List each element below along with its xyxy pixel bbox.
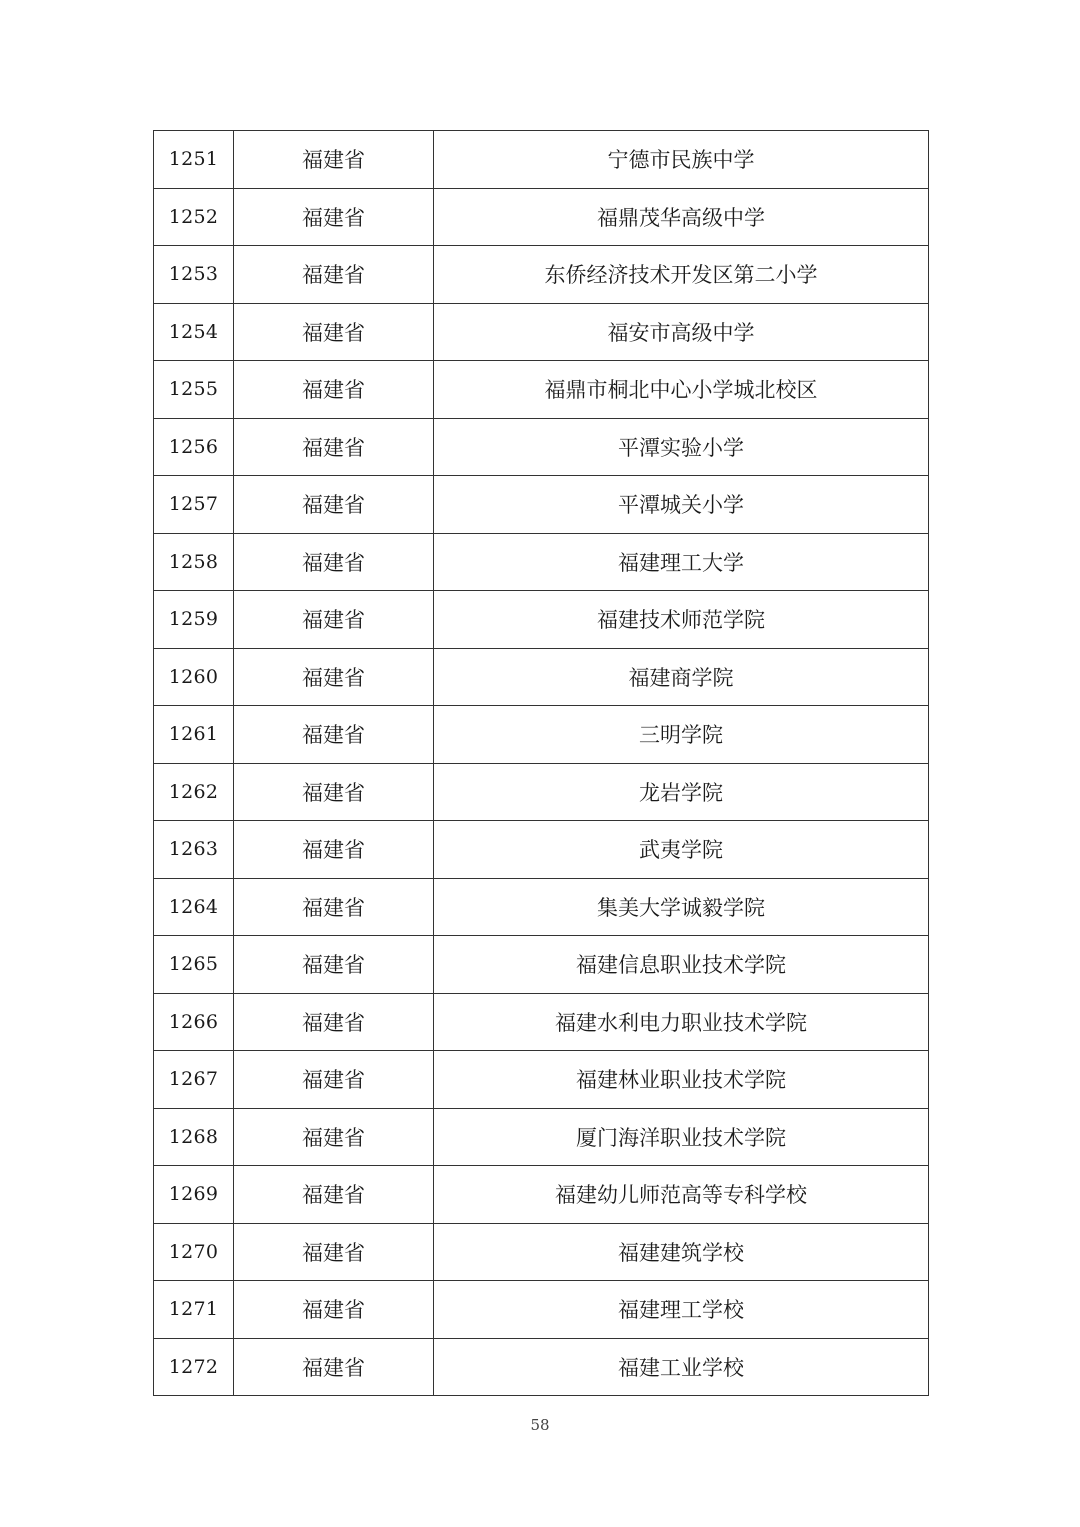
- row-number-cell: 1253: [154, 246, 234, 304]
- table-row: [154, 1108, 929, 1166]
- school-name-cell: 福建信息职业技术学院: [434, 936, 929, 994]
- row-number-cell: 1257: [154, 476, 234, 534]
- row-number-cell: 1272: [154, 1338, 234, 1396]
- row-number-cell: 1256: [154, 418, 234, 476]
- school-name-cell: 宁德市民族中学: [434, 131, 929, 189]
- table-row: [154, 1166, 929, 1224]
- row-number-cell: 1258: [154, 533, 234, 591]
- school-name-cell: 福建技术师范学院: [434, 591, 929, 649]
- school-name-cell: 福鼎市桐北中心小学城北校区: [434, 361, 929, 419]
- table-row: [154, 878, 929, 936]
- province-cell: 福建省: [234, 131, 434, 189]
- province-cell: 福建省: [234, 591, 434, 649]
- school-name-cell: 福建幼儿师范高等专科学校: [434, 1166, 929, 1224]
- school-name-cell: 三明学院: [434, 706, 929, 764]
- province-cell: 福建省: [234, 1108, 434, 1166]
- row-number-cell: 1259: [154, 591, 234, 649]
- row-number-cell: 1270: [154, 1223, 234, 1281]
- school-name-cell: 平潭实验小学: [434, 418, 929, 476]
- table-row: [154, 418, 929, 476]
- table-row: [154, 246, 929, 304]
- school-name-cell: 福鼎茂华高级中学: [434, 188, 929, 246]
- province-cell: 福建省: [234, 821, 434, 879]
- table-row: [154, 361, 929, 419]
- row-number-cell: 1271: [154, 1281, 234, 1339]
- province-cell: 福建省: [234, 1051, 434, 1109]
- school-name-cell: 福建林业职业技术学院: [434, 1051, 929, 1109]
- province-cell: 福建省: [234, 1223, 434, 1281]
- table-body: [154, 131, 929, 1396]
- table-row: [154, 706, 929, 764]
- school-name-cell: 福建水利电力职业技术学院: [434, 993, 929, 1051]
- school-name-cell: 福建理工大学: [434, 533, 929, 591]
- province-cell: 福建省: [234, 188, 434, 246]
- row-number-cell: 1262: [154, 763, 234, 821]
- province-cell: 福建省: [234, 993, 434, 1051]
- row-number-cell: 1268: [154, 1108, 234, 1166]
- table-row: [154, 821, 929, 879]
- page-number: 58: [530, 1416, 550, 1434]
- school-name-cell: 福建商学院: [434, 648, 929, 706]
- school-name-cell: 武夷学院: [434, 821, 929, 879]
- row-number-cell: 1260: [154, 648, 234, 706]
- table-row: [154, 303, 929, 361]
- row-number-cell: 1265: [154, 936, 234, 994]
- school-list-table: [153, 130, 929, 1396]
- row-number-cell: 1269: [154, 1166, 234, 1224]
- table-row: [154, 1338, 929, 1396]
- province-cell: 福建省: [234, 936, 434, 994]
- row-number-cell: 1267: [154, 1051, 234, 1109]
- province-cell: 福建省: [234, 533, 434, 591]
- table-row: [154, 1223, 929, 1281]
- province-cell: 福建省: [234, 648, 434, 706]
- school-name-cell: 福建建筑学校: [434, 1223, 929, 1281]
- school-name-cell: 福建工业学校: [434, 1338, 929, 1396]
- school-name-cell: 厦门海洋职业技术学院: [434, 1108, 929, 1166]
- row-number-cell: 1266: [154, 993, 234, 1051]
- school-name-cell: 平潭城关小学: [434, 476, 929, 534]
- table-row: [154, 648, 929, 706]
- table-row: [154, 993, 929, 1051]
- province-cell: 福建省: [234, 763, 434, 821]
- province-cell: 福建省: [234, 878, 434, 936]
- province-cell: 福建省: [234, 418, 434, 476]
- table-row: [154, 936, 929, 994]
- table-row: [154, 1281, 929, 1339]
- school-name-cell: 福建理工学校: [434, 1281, 929, 1339]
- table-row: [154, 131, 929, 189]
- province-cell: 福建省: [234, 361, 434, 419]
- table-row: [154, 533, 929, 591]
- table-row: [154, 476, 929, 534]
- school-name-cell: 龙岩学院: [434, 763, 929, 821]
- table-row: [154, 763, 929, 821]
- row-number-cell: 1261: [154, 706, 234, 764]
- row-number-cell: 1264: [154, 878, 234, 936]
- row-number-cell: 1251: [154, 131, 234, 189]
- row-number-cell: 1252: [154, 188, 234, 246]
- table-row: [154, 591, 929, 649]
- school-name-cell: 福安市高级中学: [434, 303, 929, 361]
- province-cell: 福建省: [234, 303, 434, 361]
- table-row: [154, 1051, 929, 1109]
- row-number-cell: 1263: [154, 821, 234, 879]
- table-row: [154, 188, 929, 246]
- school-name-cell: 集美大学诚毅学院: [434, 878, 929, 936]
- row-number-cell: 1254: [154, 303, 234, 361]
- province-cell: 福建省: [234, 706, 434, 764]
- province-cell: 福建省: [234, 246, 434, 304]
- province-cell: 福建省: [234, 1166, 434, 1224]
- school-name-cell: 东侨经济技术开发区第二小学: [434, 246, 929, 304]
- row-number-cell: 1255: [154, 361, 234, 419]
- province-cell: 福建省: [234, 476, 434, 534]
- province-cell: 福建省: [234, 1338, 434, 1396]
- province-cell: 福建省: [234, 1281, 434, 1339]
